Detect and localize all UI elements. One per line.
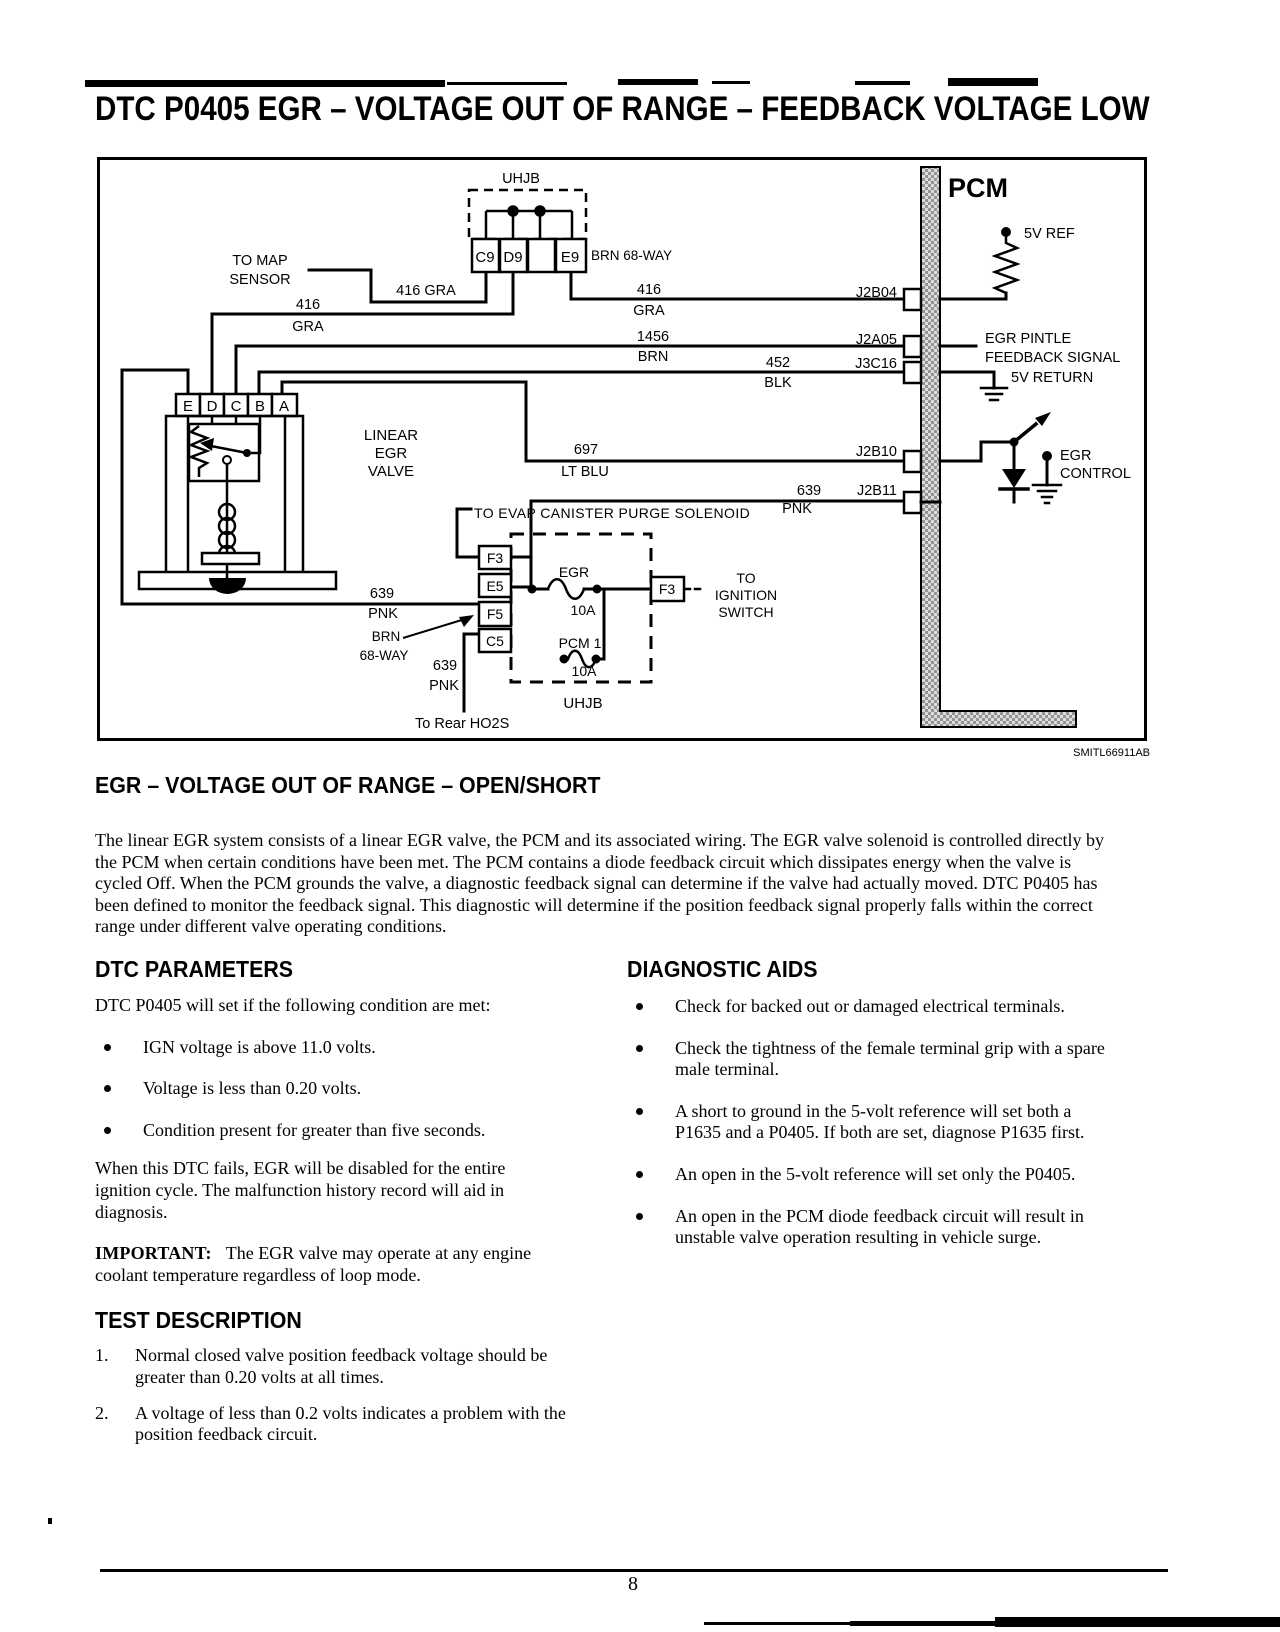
to-map-sensor-line2: SENSOR	[229, 272, 291, 288]
pcm-pin-j2a05: J2A05	[855, 332, 897, 348]
diagram-border	[99, 159, 1146, 740]
node-dot	[1001, 227, 1011, 237]
to-rear-ho2s-label: To Rear HO2S	[415, 716, 510, 732]
wires	[122, 270, 904, 711]
valve-pin-b: B	[254, 398, 266, 415]
fuse-egr-name: EGR	[558, 564, 590, 580]
to-ignition-line1: TO	[736, 570, 756, 586]
wire-label-pnk: PNK	[429, 678, 459, 694]
page-title: DTC P0405 EGR – VOLTAGE OUT OF RANGE – FEEDBACK VOLTAGE LOW	[95, 90, 1150, 128]
right-column	[627, 956, 1105, 1249]
wire-label-416: 416	[636, 282, 662, 298]
scan-artifact	[85, 80, 445, 87]
to-ignition-line3: SWITCH	[718, 604, 774, 620]
pin-c9: C9	[475, 249, 495, 266]
to-map-sensor-line1: TO MAP	[232, 253, 288, 269]
node-dot	[1042, 451, 1052, 461]
wire-label-blk: BLK	[764, 375, 792, 391]
bullet-text: An open in the PCM diode feedback circuit will result in unstable valve operation resulting in vehicle surge.	[675, 1205, 1084, 1248]
valve-label3: VALVE	[367, 463, 415, 480]
bullet-item	[627, 1164, 1105, 1186]
bullet-item	[627, 1101, 1105, 1144]
pcm-pin-j3c16: J3C16	[855, 356, 897, 372]
scan-artifact	[447, 82, 567, 85]
pcm-pin-j2b11: J2B11	[856, 483, 897, 499]
bullet-text: Check for backed out or damaged electrical terminals.	[675, 996, 1065, 1016]
bullet-item	[627, 996, 1105, 1018]
bullet-item	[95, 1120, 577, 1142]
dtc-parameters-outro: When this DTC fails, EGR will be disabled for the entire ignition cycle. The malfunction history record will aid in diagnosis.	[95, 1158, 506, 1222]
fuse-dot	[593, 585, 602, 594]
wiper-arm	[211, 446, 247, 453]
junction-dot	[1010, 438, 1019, 447]
valve-pin-c: C	[230, 398, 242, 415]
item-number: 2.	[95, 1402, 109, 1423]
numbered-item	[95, 1403, 577, 1446]
pin-d9: D9	[503, 249, 523, 266]
valve-label2: EGR	[374, 445, 408, 462]
wiring-diagram	[97, 157, 1147, 742]
valve-label1: LINEAR	[363, 427, 419, 444]
wire-label-639: 639	[369, 586, 395, 602]
pcm-label: PCM	[948, 173, 1008, 203]
diagnostic-aids-bullets	[627, 996, 1105, 1249]
bullet-text: IGN voltage is above 11.0 volts.	[143, 1036, 376, 1057]
fuse-pcm1-rating: 10A	[571, 663, 597, 679]
wire-label-452: 452	[765, 355, 791, 371]
egr-control-label2: CONTROL	[1060, 466, 1131, 482]
uhjb-bottom-label: UHJB	[563, 695, 603, 712]
wire-label-416: 416	[295, 297, 321, 313]
egr-pintle-label1: EGR PINTLE	[985, 331, 1072, 347]
section-heading-diagnostic-aids: DIAGNOSTIC AIDS	[627, 956, 818, 982]
wire-416-d9-to-valve	[212, 272, 513, 394]
uhjb-top-label: UHJB	[502, 171, 540, 187]
coil-anchor	[202, 553, 259, 564]
bullet-text: Check the tightness of the female terminal grip with a spare male terminal.	[675, 1037, 1105, 1080]
wire-label-gra: GRA	[292, 319, 324, 335]
overview-paragraph: The linear EGR system consists of a linear EGR valve, the PCM and its associated wiring. The EGR valve solenoid is controlled directly by the PCM when certain conditions have been met. The PCM contains a diode feedback circuit which dissipates energy when the valve is cycled Off. When the PCM grounds the valve, a diagnostic feedback signal can determine if the valve had actually moved. DTC P0405 has been defined to monitor the feedback signal. This diagnostic will determine if the position feedback signal properly falls within the correct range under different valve operating conditions.	[95, 830, 1104, 937]
diode-icon	[1002, 469, 1026, 488]
valve-pin-a: A	[278, 398, 290, 415]
important-label: IMPORTANT:	[95, 1243, 212, 1264]
resistor-icon	[995, 237, 1017, 293]
bottom-connector-stack	[479, 546, 511, 652]
section-heading-overview: EGR – VOLTAGE OUT OF RANGE – OPEN/SHORT	[95, 772, 601, 798]
shaft-node	[223, 456, 231, 464]
junction-dot	[509, 207, 518, 216]
bullet-item	[627, 1038, 1105, 1081]
bullet-item	[95, 1037, 577, 1059]
pin-f5: F5	[486, 606, 504, 622]
callout-arrow-icon	[459, 615, 474, 627]
wiring-diagram-svg	[97, 157, 1147, 742]
pcm-pin-j2b04: J2B04	[855, 285, 897, 301]
scan-artifact	[712, 81, 750, 84]
wire-label-416gra: 416 GRA	[396, 283, 456, 299]
wire-label-ltblu: LT BLU	[561, 464, 609, 480]
wire-label-brn: BRN	[637, 349, 669, 365]
junction-dot	[528, 585, 537, 594]
bullet-text: An open in the 5-volt reference will set only the P0405.	[675, 1163, 1076, 1184]
uhjb-top-bus	[486, 207, 572, 240]
important-note	[95, 1243, 541, 1286]
left-column	[95, 956, 577, 1446]
pcm-pin-stubs	[904, 289, 921, 513]
section-heading-dtc-parameters: DTC PARAMETERS	[95, 956, 294, 982]
wire-label-697: 697	[573, 442, 599, 458]
ignition-pin-label: F3	[658, 581, 676, 597]
bullet-text: A short to ground in the 5-volt reference will set both a P1635 and a P0405. If both are set, diagnose P1635 first.	[675, 1100, 1085, 1143]
ground-icon	[1033, 485, 1061, 503]
pcm-connector-bar	[921, 167, 1076, 727]
to-evap-label: TO EVAP CANISTER PURGE SOLENOID	[474, 505, 751, 521]
ground-icon	[981, 388, 1007, 400]
wire-stack-stubs	[511, 557, 531, 587]
ref-5v-label: 5V REF	[1024, 226, 1075, 242]
top-connector-type: BRN 68-WAY	[591, 248, 673, 263]
wire-639-to-ho2s	[464, 634, 479, 711]
dtc-parameters-intro: DTC P0405 will set if the following condition are met:	[95, 995, 491, 1015]
egr-control-label1: EGR	[1060, 448, 1092, 464]
pin-c5: C5	[486, 633, 504, 649]
return-5v-label: 5V RETURN	[1011, 370, 1094, 386]
bullet-item	[627, 1206, 1105, 1249]
scan-artifact	[48, 1518, 52, 1524]
resistor-icon	[191, 426, 207, 477]
wire-label-gra: GRA	[633, 303, 665, 319]
pcm-pin-j2b10: J2B10	[855, 444, 897, 460]
wire-label-639: 639	[796, 483, 822, 499]
pin-e9: E9	[560, 249, 580, 266]
wire-label-1456: 1456	[636, 329, 670, 345]
pin-f3: F3	[486, 550, 504, 566]
scan-artifact	[855, 81, 910, 85]
dtc-parameters-bullets	[95, 1037, 577, 1142]
wiper-pivot-dot	[243, 449, 251, 457]
fuse-egr-rating: 10A	[570, 602, 596, 618]
item-number: 1.	[95, 1345, 109, 1366]
figure-code: SMITL66911AB	[1073, 747, 1150, 759]
item-text: Normal closed valve position feedback voltage should be greater than 0.20 volts at all times.	[135, 1345, 548, 1387]
important-text: The EGR valve may operate at any engine coolant temperature regardless of loop mode.	[95, 1243, 532, 1285]
to-ignition-line2: IGNITION	[714, 587, 778, 603]
bullet-text: Voltage is less than 0.20 volts.	[143, 1078, 362, 1099]
scan-artifact	[948, 78, 1038, 86]
wire-label-pnk: PNK	[368, 606, 398, 622]
footer-rule	[100, 1569, 1168, 1572]
section-heading-test-description: TEST DESCRIPTION	[95, 1307, 302, 1334]
wire-1456-brn	[236, 346, 904, 394]
valve-pin-d: D	[206, 398, 218, 415]
numbered-item	[95, 1345, 577, 1388]
linear-egr-valve	[139, 394, 336, 594]
wire-416-e9-to-j2b04	[571, 272, 904, 299]
junction-dot	[536, 207, 545, 216]
valve-pin-e: E	[182, 398, 194, 415]
scan-artifact	[618, 79, 698, 85]
item-text: A voltage of less than 0.2 volts indicates a problem with the position feedback circuit.	[135, 1402, 566, 1445]
top-connector	[472, 239, 586, 272]
fuse-egr-icon	[548, 579, 584, 599]
scan-artifact	[995, 1617, 1280, 1627]
bullet-text: Condition present for greater than five seconds.	[143, 1119, 486, 1140]
bottom-connector-type1: BRN	[371, 629, 401, 644]
bullet-item	[95, 1078, 577, 1100]
pin-e5: E5	[486, 578, 504, 594]
egr-pintle-label2: FEEDBACK SIGNAL	[985, 350, 1121, 366]
wire-label-639: 639	[432, 658, 458, 674]
fuse-dot	[560, 655, 569, 664]
bottom-connector-type2: 68-WAY	[359, 648, 409, 663]
wire-label-pnk: PNK	[782, 501, 812, 517]
fuse-pcm1-name: PCM 1	[558, 635, 602, 651]
page-number: 8	[628, 1573, 638, 1595]
callout-arrow-line	[403, 619, 465, 638]
